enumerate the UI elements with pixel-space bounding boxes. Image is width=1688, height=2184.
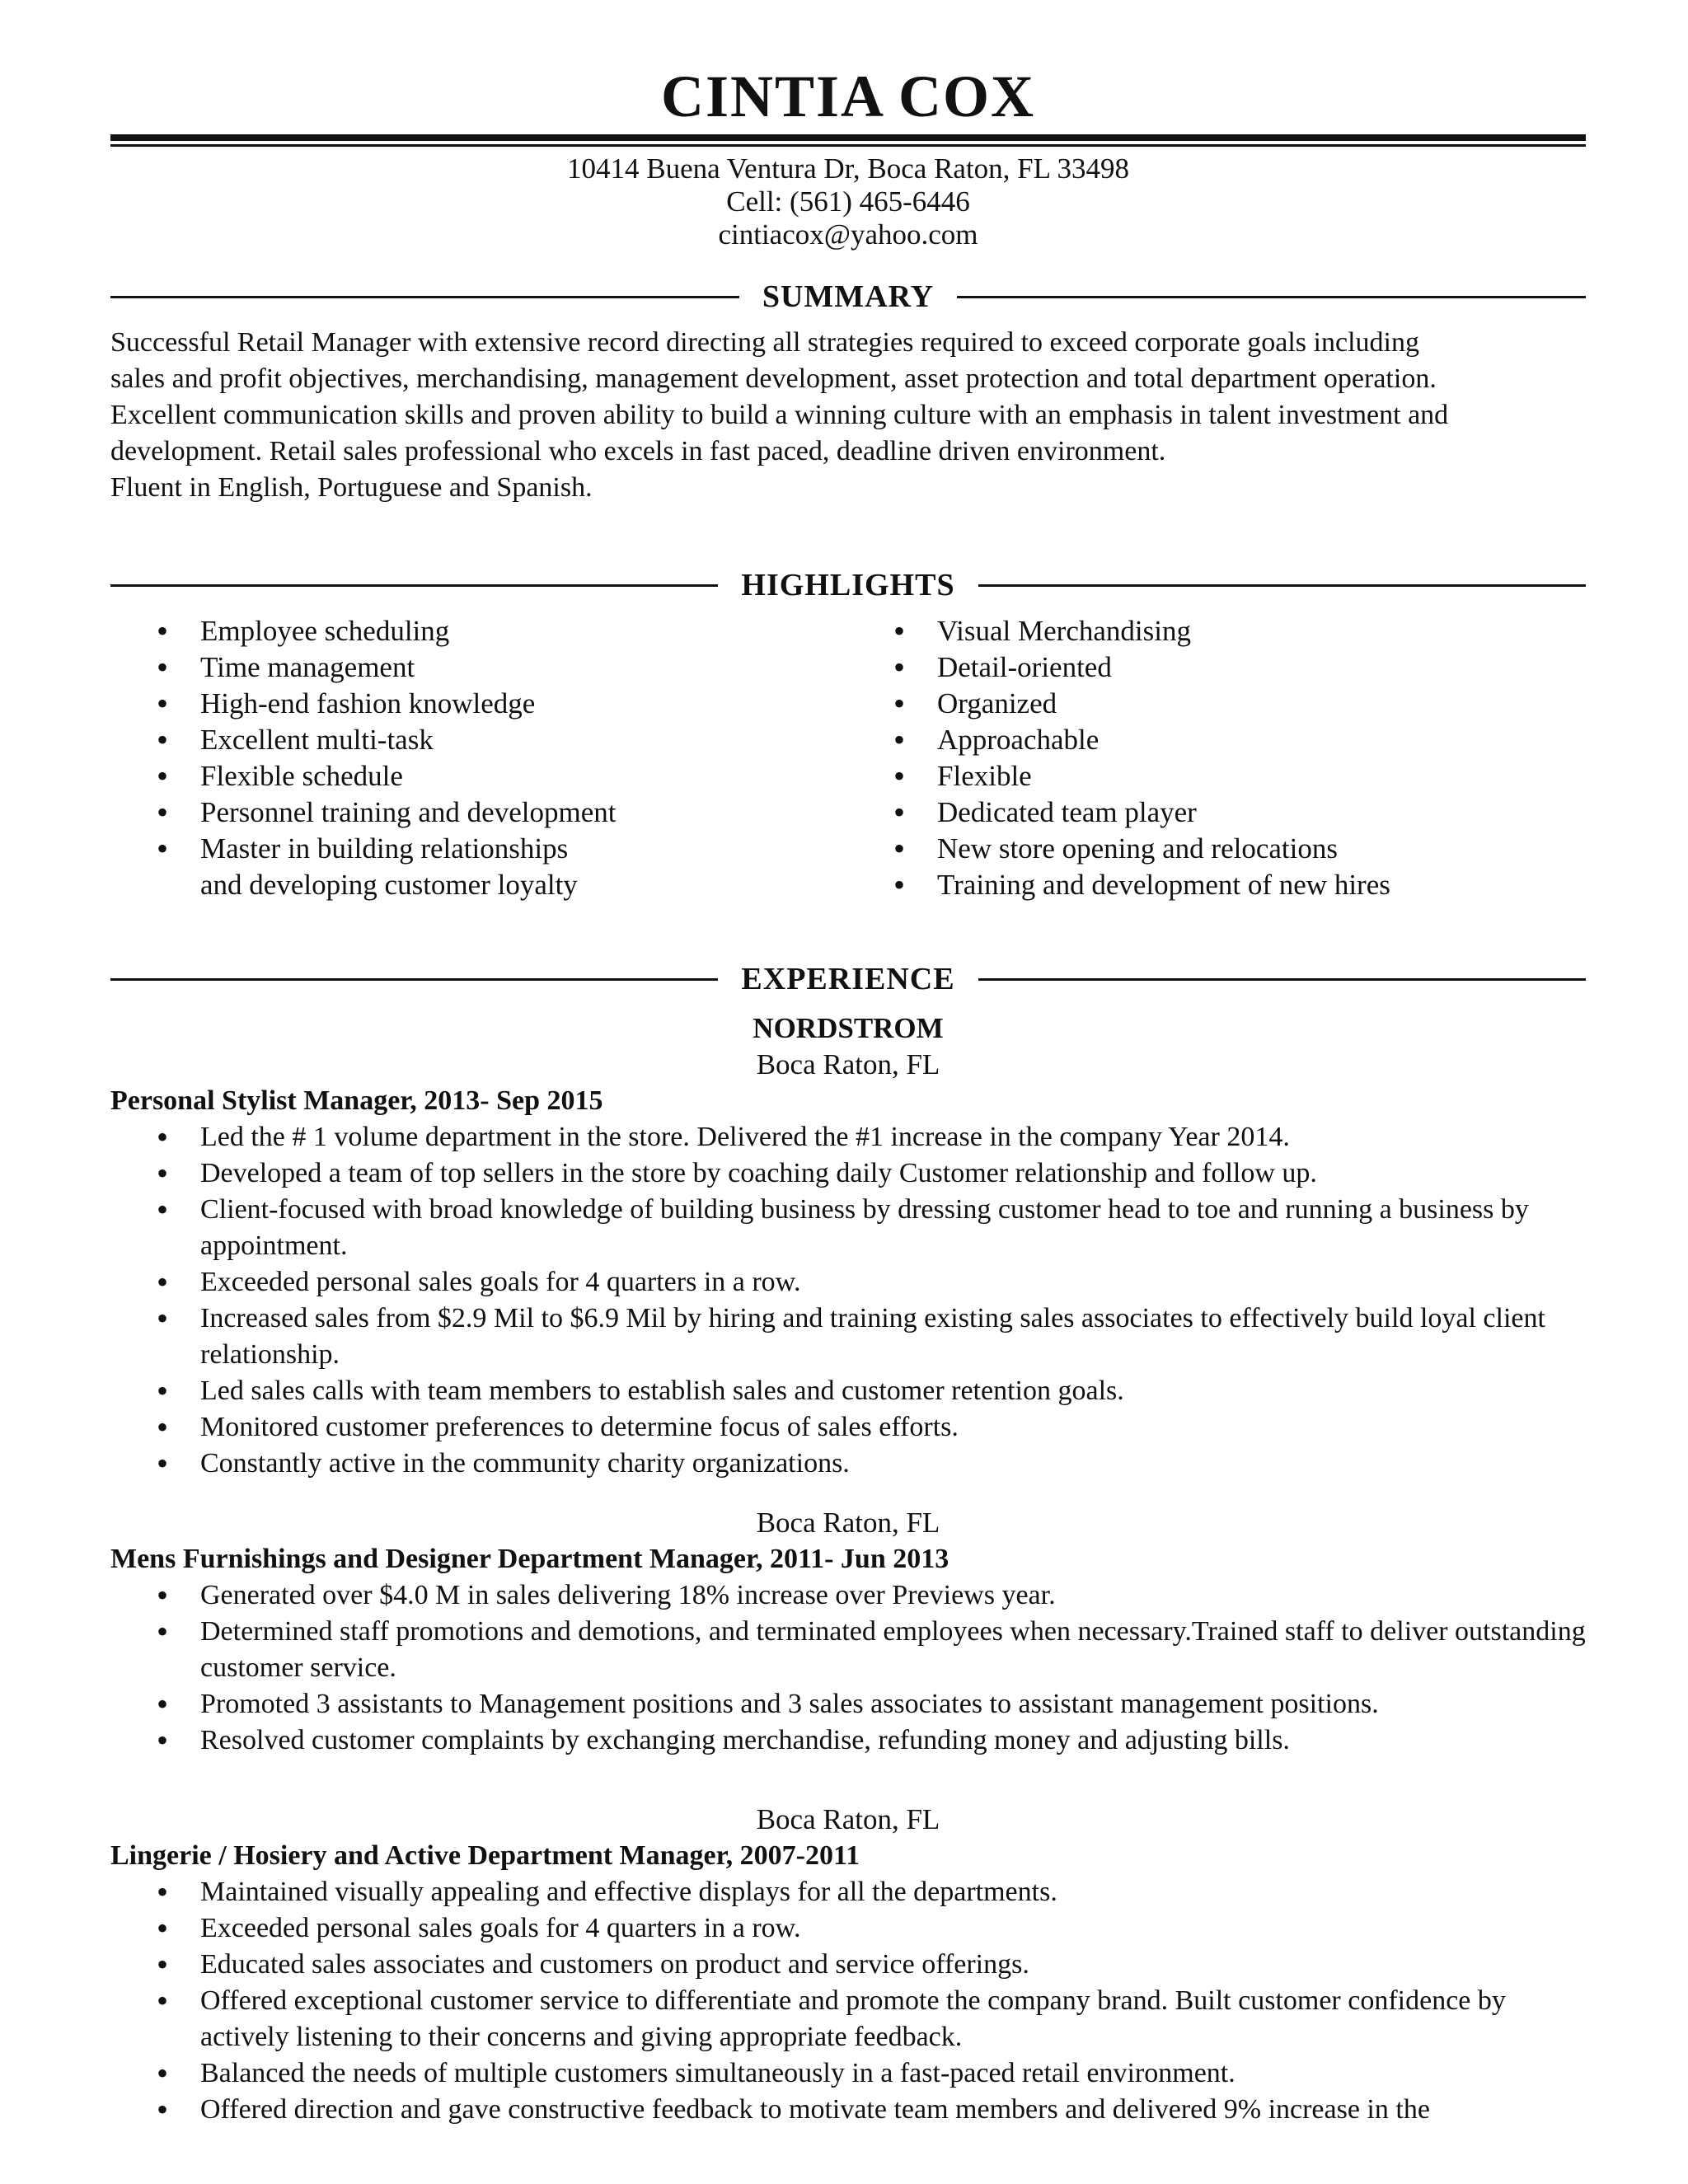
list-item: • Constantly active in the community charity organizations.	[110, 1446, 1586, 1482]
heading-rule	[978, 584, 1586, 587]
summary-line: sales and profit objectives, merchandising, management development, asset protection and total department operation.	[110, 363, 1437, 394]
list-item: • Increased sales from $2.9 Mil to $6.9 Mil by hiring and training existing sales associates to effectively build loyal client relationship.	[110, 1301, 1586, 1373]
summary-line: Excellent communication skills and proven ability to build a winning culture with an emphasis in talent investment and	[110, 400, 1449, 430]
job-bullets	[110, 1577, 1586, 1759]
list-item: • Balanced the needs of multiple customers simultaneously in a fast-paced retail environment.	[110, 2055, 1586, 2092]
section-title: SUMMARY	[762, 279, 935, 314]
job-bullets	[110, 1874, 1586, 2128]
list-item: • Excellent multi-task	[110, 722, 852, 758]
summary-line: development. Retail sales professional who excels in fast paced, deadline driven environment.	[110, 436, 1166, 466]
job-location: Boca Raton, FL	[756, 1507, 940, 1539]
list-item: • Master in building relationships and developing customer loyalty	[110, 831, 852, 903]
list-item: • Detail-oriented	[847, 649, 1589, 686]
list-item: • New store opening and relocations	[847, 831, 1589, 867]
list-item: • Flexible schedule	[110, 758, 852, 794]
list-item: • Exceeded personal sales goals for 4 quarters in a row.	[110, 1264, 1586, 1301]
list-item: • Maintained visually appealing and effective displays for all the departments.	[110, 1874, 1586, 1910]
summary-line: Successful Retail Manager with extensive record directing all strategies required to exceed corporate goals including	[110, 327, 1419, 358]
list-item: • Visual Merchandising	[847, 613, 1589, 649]
list-item: • Led sales calls with team members to establish sales and customer retention goals.	[110, 1373, 1586, 1409]
list-item: • Offered direction and gave constructive feedback to motivate team members and delivered 9% increase in the	[110, 2092, 1586, 2128]
list-item: • Approachable	[847, 722, 1589, 758]
list-item: • Developed a team of top sellers in the store by coaching daily Customer relationship and follow up.	[110, 1155, 1586, 1192]
job-title: Personal Stylist Manager, 2013- Sep 2015	[110, 1085, 603, 1116]
list-item: • Generated over $4.0 M in sales delivering 18% increase over Previews year.	[110, 1577, 1586, 1614]
header-divider-thick	[110, 134, 1586, 141]
summary-text	[110, 325, 1586, 506]
experience-heading	[110, 961, 1586, 997]
highlights-right-list	[847, 613, 1589, 903]
list-item: • Training and development of new hires	[847, 867, 1589, 903]
summary-heading	[110, 279, 1586, 315]
job-title: Lingerie / Hosiery and Active Department Manager, 2007-2011	[110, 1840, 860, 1871]
list-item: • Exceeded personal sales goals for 4 quarters in a row.	[110, 1910, 1586, 1947]
list-item: • Dedicated team player	[847, 794, 1589, 831]
summary-line: Fluent in English, Portuguese and Spanish.	[110, 472, 593, 503]
list-item: • Resolved customer complaints by exchanging merchandise, refunding money and adjusting bills.	[110, 1722, 1586, 1759]
candidate-name: CINTIA COX	[660, 63, 1036, 129]
list-item: • Led the # 1 volume department in the store. Delivered the #1 increase in the company Year 2014.	[110, 1119, 1586, 1155]
contact-phone: Cell: (561) 465-6446	[726, 185, 970, 218]
job-location: Boca Raton, FL	[756, 1803, 940, 1835]
contact-address: 10414 Buena Ventura Dr, Boca Raton, FL 33498	[567, 152, 1129, 185]
heading-rule	[110, 296, 739, 298]
contact-block	[110, 152, 1586, 251]
list-item: • Employee scheduling	[110, 613, 852, 649]
list-item: • Personnel training and development	[110, 794, 852, 831]
job-title: Mens Furnishings and Designer Department Manager, 2011- Jun 2013	[110, 1544, 950, 1574]
list-item: • Client-focused with broad knowledge of building business by dressing customer head to toe and running a business by appointment.	[110, 1192, 1586, 1264]
job-location: Boca Raton, FL	[756, 1048, 940, 1080]
list-item: • Offered exceptional customer service to differentiate and promote the company brand. Built customer confidence by actively listening to their concerns and giving appropriate feedback.	[110, 1983, 1586, 2055]
list-item: • Time management	[110, 649, 852, 686]
list-item: • Educated sales associates and customers on product and service offerings.	[110, 1947, 1586, 1983]
heading-rule	[957, 296, 1586, 298]
highlights-heading	[110, 567, 1586, 603]
list-item: • Determined staff promotions and demotions, and terminated employees when necessary.Trained staff to deliver outstanding customer service.	[110, 1614, 1586, 1686]
heading-rule	[110, 584, 718, 587]
heading-rule	[110, 978, 718, 981]
section-title: EXPERIENCE	[741, 962, 955, 996]
contact-email[interactable]: cintiacox@yahoo.com	[718, 218, 978, 251]
company-name: NORDSTROM	[753, 1012, 944, 1044]
list-item: • Flexible	[847, 758, 1589, 794]
list-item: • Promoted 3 assistants to Management positions and 3 sales associates to assistant management positions.	[110, 1686, 1586, 1722]
list-item: • High-end fashion knowledge	[110, 686, 852, 722]
list-item: • Monitored customer preferences to determine focus of sales efforts.	[110, 1409, 1586, 1446]
heading-rule	[978, 978, 1586, 981]
section-title: HIGHLIGHTS	[741, 568, 955, 602]
list-item: • Organized	[847, 686, 1589, 722]
highlights-left-list	[110, 613, 852, 903]
header-divider-thin	[110, 144, 1586, 147]
job-bullets	[110, 1119, 1586, 1482]
